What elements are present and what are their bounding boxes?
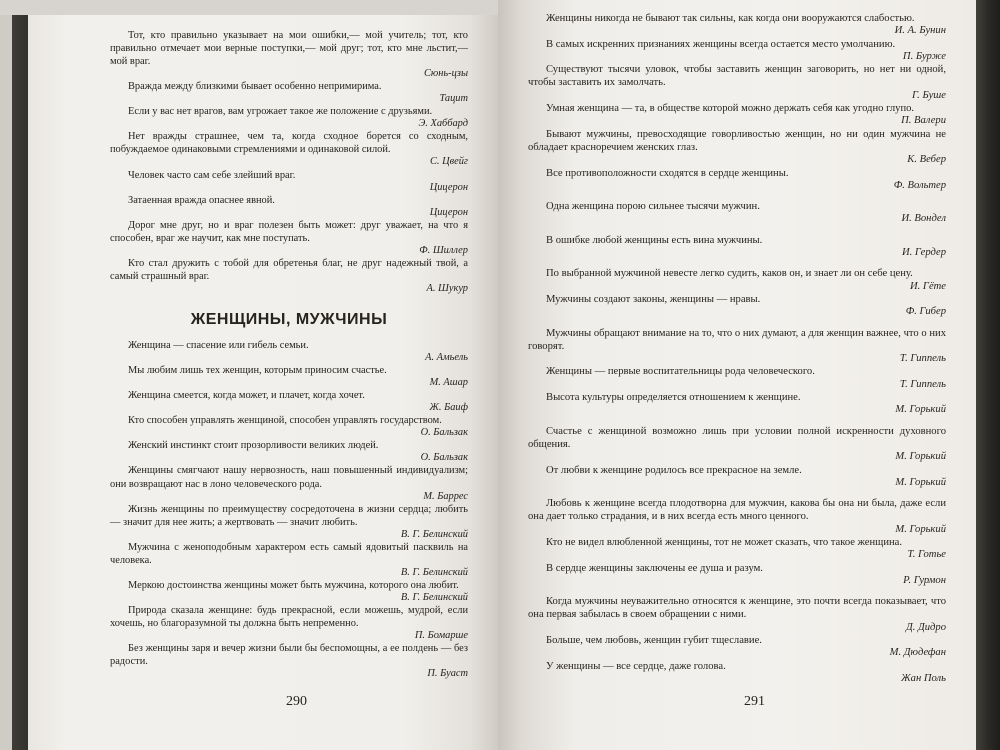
quote-text: Кто стал дружить с тобой для обретенья благ, не друг надежный твой, а самый страшный враг. <box>110 257 468 282</box>
quote-text: От любви к женщине родилось все прекрасное на земле. <box>546 464 802 476</box>
quote-list-before-heading <box>110 29 468 295</box>
quote-text: Затаенная вражда опаснее явной. <box>128 194 275 206</box>
quote-entry <box>110 169 468 194</box>
quote-entry <box>528 425 946 464</box>
entry-gap <box>528 417 946 425</box>
quote-text: Женщина смеется, когда может, и плачет, когда хочет. <box>128 390 365 402</box>
quote-entry <box>110 364 468 389</box>
quote-author: В. Г. Белинский <box>400 566 468 578</box>
quote-entry <box>110 29 468 80</box>
quote-text: Вражда между близкими бывает особенно непримирима. <box>128 81 382 93</box>
quote-text: Одна женщина порою сильнее тысячи мужчин. <box>546 201 760 213</box>
quote-entry <box>528 38 946 64</box>
quote-entry <box>110 105 468 130</box>
quote-author: И. Гердер <box>901 247 946 259</box>
quote-author: Р. Гурмон <box>903 574 946 586</box>
quote-text: Бывают мужчины, превосходящие говорливостью женщин, но ни один мужчина не обладает красноречием женских глаз. <box>528 128 946 153</box>
quote-author: Д. Дидро <box>905 621 946 633</box>
quote-author: М. Ашар <box>429 377 468 389</box>
quote-author: А. Амьель <box>425 352 468 364</box>
quote-text: Мужчины создают законы, женщины — нравы. <box>546 293 761 305</box>
quote-entry <box>110 80 468 105</box>
quote-author: Т. Гиппель <box>899 353 946 365</box>
quote-text: Кто способен управлять женщиной, способен управлять государством. <box>128 415 442 427</box>
quote-entry <box>528 464 946 490</box>
quote-entry <box>528 267 946 293</box>
quote-text: Существуют тысячи уловок, чтобы заставить женщин заговорить, но нет ни одной, чтобы заставить их замолчать. <box>528 64 946 89</box>
quote-author: И. Гёте <box>909 280 946 292</box>
quote-author: В. Г. Белинский <box>400 528 468 540</box>
quote-author: С. Цвейг <box>429 156 468 168</box>
quote-entry <box>528 167 946 193</box>
quote-text: Женщина — спасение или гибель семьи. <box>128 339 309 351</box>
quote-entry <box>110 541 468 579</box>
quote-author: О. Бальзак <box>420 427 468 439</box>
quote-author: В. Г. Белинский <box>400 591 468 603</box>
entry-gap <box>528 489 946 497</box>
quote-text: Кто не видел влюбленной женщины, тот не может сказать, что такое женщина. <box>546 536 903 548</box>
quote-author: Цицерон <box>429 206 468 218</box>
quote-entry <box>528 63 946 102</box>
quote-text: Человек часто сам себе злейший враг. <box>128 169 296 181</box>
quote-author: И. Вондел <box>901 213 946 225</box>
quote-text: Все противоположности сходятся в сердце женщины. <box>546 167 789 179</box>
quote-entry <box>528 497 946 536</box>
quote-author: Т. Готье <box>907 549 946 561</box>
quote-entry <box>528 536 946 562</box>
entry-gap <box>528 226 946 234</box>
quote-text: Женщины — первые воспитательницы рода человеческого. <box>546 366 815 378</box>
quote-entry <box>528 234 946 260</box>
quote-entry <box>110 389 468 414</box>
quote-author: М. Горький <box>895 451 946 463</box>
quote-entry <box>110 579 468 604</box>
quote-author: М. Горький <box>895 476 946 488</box>
quote-entry <box>110 464 468 502</box>
quote-author: Ж. Баиф <box>429 402 468 414</box>
quote-entry <box>110 642 468 680</box>
quote-entry <box>110 130 468 168</box>
quote-entry <box>528 200 946 226</box>
quote-entry <box>528 595 946 634</box>
quote-entry <box>528 293 946 319</box>
quote-entry <box>528 634 946 660</box>
entry-gap <box>528 587 946 595</box>
quote-text: Мы любим лишь тех женщин, которым приносим счастье. <box>128 365 387 377</box>
quote-text: Когда мужчины неуважительно относятся к женщине, это почти всегда показывает, что она первая забылась в своем обращении с ними. <box>528 596 946 621</box>
quote-text: Любовь к женщине всегда плодотворна для мужчин, какова бы она ни была, даже если она дает только страдания, и в них всегда есть много ценного. <box>528 498 946 523</box>
entry-gap <box>528 319 946 327</box>
quote-author: М. Баррес <box>423 490 468 502</box>
quote-author: П. Буаст <box>427 668 468 680</box>
quote-text: Больше, чем любовь, женщин губит тщеславие. <box>546 635 762 647</box>
quote-text: В самых искренних признаниях женщины всегда остается место умолчанию. <box>546 38 896 50</box>
quote-text: Без женщины заря и вечер жизни были бы беспомощны, а ее полдень — без радости. <box>110 643 468 668</box>
quote-author: Г. Буше <box>911 89 946 101</box>
quote-text: Дорог мне друг, но и враг полезен быть может: друг уважает, на что я способен, враг же научит, как мне поступать. <box>110 219 468 244</box>
quote-list-after-heading <box>110 339 468 680</box>
entry-gap <box>528 259 946 267</box>
page-number: 291 <box>744 694 765 709</box>
quote-author: Цицерон <box>429 181 468 193</box>
quote-text: Умная женщина — та, в обществе которой можно держать себя как угодно глупо. <box>546 103 915 115</box>
quote-text: У женщины — все сердце, даже голова. <box>546 660 726 672</box>
quote-text: Природа сказала женщине: будь прекрасной, если можешь, мудрой, если хочешь, но благоразумной ты должна быть непременно. <box>110 604 468 630</box>
quote-text: По выбранной мужчиной невесте легко судить, каков он, и знает ли он себе цену. <box>546 268 913 280</box>
quote-text: Жизнь женщины по преимуществу сосредоточена в жизни сердца; любить — значит для нее жить; а жертвовать — значит любить. <box>110 503 468 528</box>
quote-entry <box>110 194 468 219</box>
quote-author: Ф. Вольтер <box>893 179 946 191</box>
left-page <box>28 15 498 750</box>
quote-author: О. Бальзак <box>420 452 468 464</box>
quote-text: Мужчина с женоподобным характером есть самый ядовитый пасквиль на человека. <box>110 541 468 566</box>
quote-list <box>528 12 946 685</box>
quote-author: Сюнь-цзы <box>423 68 468 80</box>
quote-text: Мужчины обращают внимание на то, что о них думают, а для женщин важнее, что о них говорят. <box>528 327 946 352</box>
quote-entry <box>528 562 946 588</box>
quote-text: Женщины смягчают нашу нервозность, наш повышенный индивидуализм; они возвращают нас в лоно человеческого рода. <box>110 465 468 490</box>
quote-entry <box>528 102 946 128</box>
section-heading: ЖЕНЩИНЫ, МУЖЧИНЫ <box>190 310 388 328</box>
quote-entry <box>110 503 468 541</box>
quote-text: Если у вас нет врагов, вам угрожает такое же положение с друзьями. <box>128 106 433 118</box>
quote-author: Тацит <box>439 93 468 105</box>
quote-entry <box>110 219 468 257</box>
quote-entry <box>528 391 946 417</box>
quote-entry <box>528 128 946 167</box>
entry-gap <box>528 192 946 200</box>
quote-entry <box>528 327 946 366</box>
quote-author: М. Дюдефан <box>889 647 946 659</box>
quote-author: Жан Поль <box>900 672 946 684</box>
quote-entry <box>110 439 468 464</box>
quote-text: Счастье с женщиной возможно лишь при условии полной искренности духовного общения. <box>528 425 946 450</box>
quote-text: Нет вражды страшнее, чем та, когда сходное борется со сходным, побуждаемое одинаковыми стремлениями и одинаковой силой. <box>110 131 468 156</box>
page-number: 290 <box>286 694 307 709</box>
quote-entry <box>528 365 946 391</box>
quote-author: П. Бомарше <box>414 630 468 642</box>
quote-entry <box>110 257 468 295</box>
quote-text: В ошибке любой женщины есть вина мужчины. <box>546 234 763 246</box>
quote-entry <box>528 12 946 38</box>
quote-author: К. Вебер <box>907 154 946 166</box>
quote-text: Женский инстинкт стоит прозорливости великих людей. <box>128 440 379 452</box>
quote-author: Э. Хаббард <box>418 118 468 130</box>
quote-text: Меркою достоинства женщины может быть мужчина, которого она любит. <box>128 579 459 591</box>
quote-author: Ф. Шиллер <box>419 244 468 256</box>
quote-entry <box>110 339 468 364</box>
quote-text: Тот, кто правильно указывает на мои ошибки,— мой учитель; тот, кто правильно отмечает мои верные поступки,— мой друг; тот, кто мне льстит,— мой враг. <box>110 30 468 68</box>
quote-text: В сердце женщины заключены ее душа и разум. <box>546 562 763 574</box>
right-page <box>498 0 976 750</box>
quote-author: М. Горький <box>895 523 946 535</box>
quote-author: П. Валери <box>901 115 946 127</box>
quote-author: М. Горький <box>895 404 946 416</box>
quote-author: А. Шукур <box>426 282 468 294</box>
quote-author: П. Бурже <box>902 50 946 62</box>
quote-author: Ф. Гибер <box>905 306 946 318</box>
quote-entry <box>110 604 468 642</box>
quote-author: Т. Гиппель <box>899 378 946 390</box>
quote-entry <box>528 660 946 686</box>
quote-text: Женщины никогда не бывают так сильны, как когда они вооружаются слабостью. <box>546 13 915 24</box>
book-cover-right-edge <box>972 0 1000 750</box>
quote-text: Высота культуры определяется отношением к женщине. <box>546 392 801 404</box>
quote-entry <box>110 414 468 439</box>
quote-author: И. А. Бунин <box>894 25 946 37</box>
